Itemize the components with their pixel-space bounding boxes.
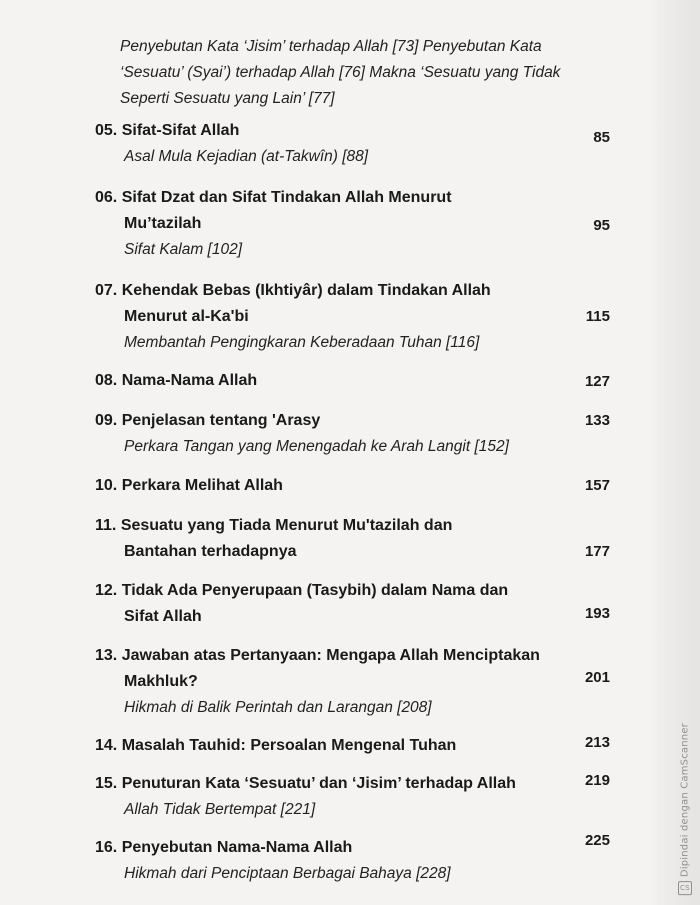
intro-subentries: Penyebutan Kata ‘Jisim’ terhadap Allah [73] Penyebutan Kata ‘Sesuatu’ (Syai’) terhadap Allah [76] Makna ‘Sesuatu yang Tidak Seperti Sesuatu yang Lain’ [77]	[120, 38, 561, 107]
entry-page-number: 213	[584, 734, 610, 751]
entry-page-number: 127	[584, 373, 610, 390]
toc-entry-14	[95, 733, 615, 759]
entry-title-continued: Sifat Allah	[124, 608, 202, 625]
camscanner-watermark	[678, 723, 692, 895]
scanner-edge-strip	[652, 0, 700, 905]
entry-subtopic: Hikmah dari Penciptaan Berbagai Bahaya [228]	[124, 865, 451, 882]
entry-subtopic: Allah Tidak Bertempat [221]	[124, 801, 316, 818]
toc-entry-10	[95, 473, 615, 499]
toc-entry-15	[95, 771, 615, 823]
entry-title: 06. Sifat Dzat dan Sifat Tindakan Allah Menurut	[95, 189, 452, 206]
watermark-text: Dipindai dengan CamScanner	[679, 722, 691, 877]
entry-title: 16. Penyebutan Nama-Nama Allah	[95, 839, 353, 856]
entry-page-number: 225	[584, 832, 610, 849]
entry-subtopic: Asal Mula Kejadian (at-Takwîn) [88]	[124, 148, 369, 165]
entry-title: 11. Sesuatu yang Tiada Menurut Mu'tazilah dan	[95, 517, 453, 534]
entry-title-continued: Mu’tazilah	[124, 215, 202, 232]
toc-entry-09	[95, 408, 615, 460]
entry-page-number: 157	[584, 477, 610, 494]
entry-subtopic: Membantah Pengingkaran Keberadaan Tuhan [116]	[124, 334, 480, 351]
entry-page-number: 115	[585, 308, 610, 325]
toc-entry-13	[95, 643, 615, 721]
toc-entry-11	[95, 513, 615, 565]
toc-entry-07	[95, 278, 615, 356]
toc-entry-16	[95, 832, 615, 887]
entry-title-continued: Menurut al-Ka'bi	[124, 308, 249, 325]
entry-page-number: 177	[584, 543, 610, 560]
entry-title: 08. Nama-Nama Allah	[95, 372, 258, 389]
entry-page-number: 193	[584, 605, 610, 622]
entry-title: 12. Tidak Ada Penyerupaan (Tasybih) dalam Nama dan	[95, 582, 509, 599]
entry-title: 05. Sifat-Sifat Allah	[95, 122, 240, 139]
entry-title: 14. Masalah Tauhid: Persoalan Mengenal Tuhan	[95, 737, 457, 754]
entry-title: 07. Kehendak Bebas (Ikhtiyâr) dalam Tindakan Allah	[95, 282, 491, 299]
entry-subtopic: Sifat Kalam [102]	[124, 241, 243, 258]
entry-title: 13. Jawaban atas Pertanyaan: Mengapa Allah Menciptakan	[95, 647, 540, 664]
entry-title: 09. Penjelasan tentang 'Arasy	[95, 412, 321, 429]
toc-entry-05	[95, 118, 615, 170]
camscanner-logo-icon: CS	[678, 881, 692, 895]
entry-page-number: 219	[584, 772, 610, 789]
entry-title-continued: Bantahan terhadapnya	[124, 543, 297, 560]
entry-subtopic: Hikmah di Balik Perintah dan Larangan [208]	[124, 699, 432, 716]
toc-entry-08	[95, 368, 615, 394]
entry-title-continued: Makhluk?	[124, 673, 198, 690]
entry-page-number: 133	[584, 412, 610, 429]
entry-title: 15. Penuturan Kata ‘Sesuatu’ dan ‘Jisim’ terhadap Allah	[95, 775, 516, 792]
entry-page-number: 201	[584, 669, 610, 686]
entry-page-number: 95	[593, 217, 610, 234]
entry-title: 10. Perkara Melihat Allah	[95, 477, 283, 494]
entry-page-number: 85	[593, 129, 610, 146]
toc-entry-12	[95, 578, 615, 630]
toc-entry-06	[95, 185, 615, 263]
entry-subtopic: Perkara Tangan yang Menengadah ke Arah Langit [152]	[124, 438, 509, 455]
